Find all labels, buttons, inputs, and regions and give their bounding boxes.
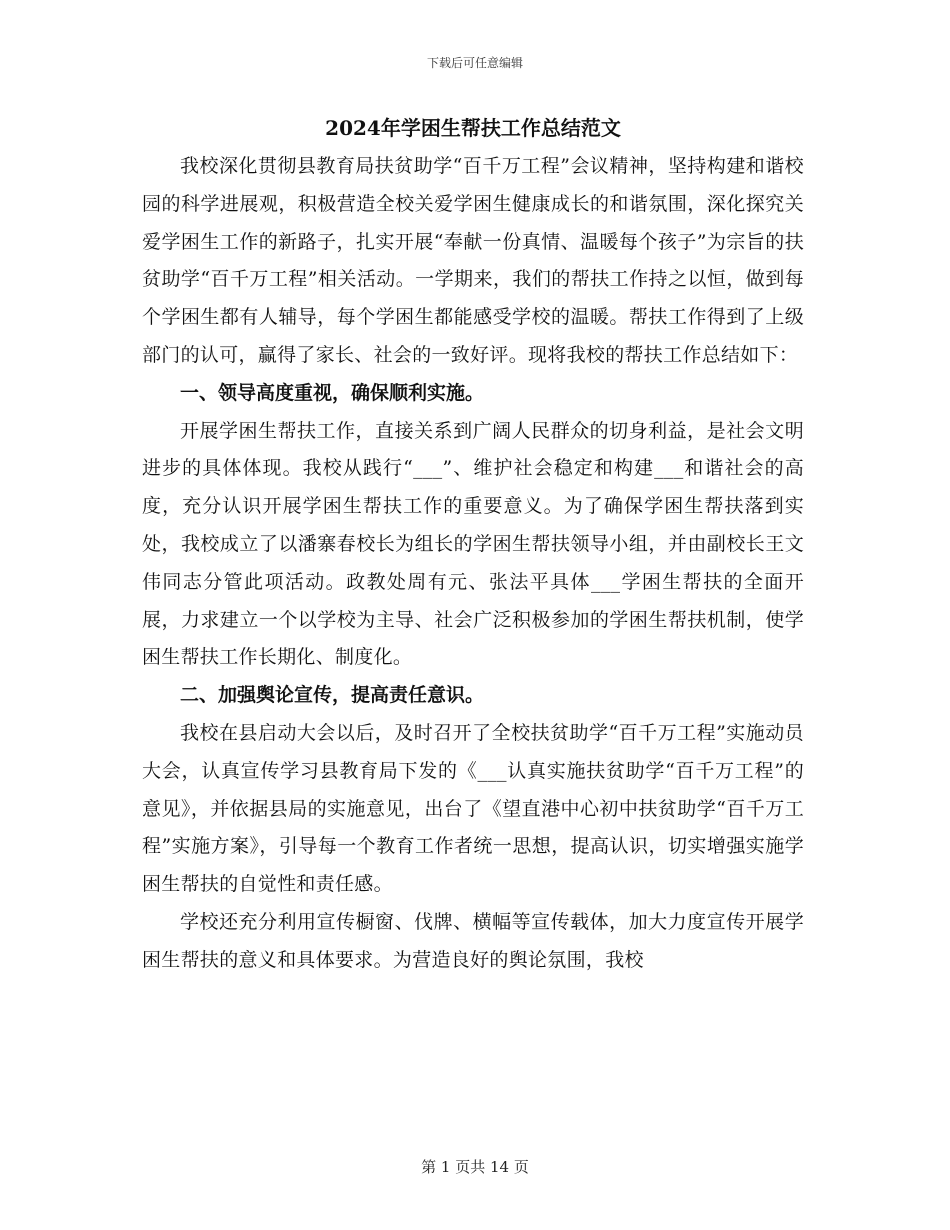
section-2-paragraph-2: 学校还充分利用宣传橱窗、伐牌、横幅等宣传载体，加大力度宣传开展学困生帮扶的意义和具体要求。为营造良好的舆论氛围，我校 <box>142 910 804 971</box>
page-number: 第 1 页共 14 页 <box>421 1158 529 1176</box>
document-body <box>142 108 804 980</box>
section-1-paragraph: 开展学困生帮扶工作，直接关系到广阔人民群众的切身利益，是社会文明进步的具体体现。我校从践行“___”、维护社会稳定和构建___和谐社会的高度，充分认识开展学困生帮扶工作的重要意义。为了确保学困生帮扶落到实处，我校成立了以潘寨春校长为组长的学困生帮扶领导小组，并由副校长王文伟同志分管此项活动。政教处周有元、张法平具体___学困生帮扶的全面开展，力求建立一个以学校为主导、社会广泛积极参加的学困生帮扶机制，使学困生帮扶工作长期化、制度化。 <box>142 419 804 669</box>
intro-paragraph: 我校深化贯彻县教育局扶贫助学“百千万工程”会议精神，坚持构建和谐校园的科学进展观，积极营造全校关爱学困生健康成长的和谐氛围，深化探究关爱学困生工作的新路子，扎实开展“奉献一份真情、温暖每个孩子”为宗旨的扶贫助学“百千万工程”相关活动。一学期来，我们的帮扶工作持之以恒，做到每个学困生都有人辅导，每个学困生都能感受学校的温暖。帮扶工作得到了上级部门的认可，赢得了家长、社会的一致好评。现将我校的帮扶工作总结如下： <box>142 155 804 366</box>
section-heading-2: 二、加强舆论宣传，提高责任意识。 <box>180 684 485 707</box>
document-title: 2024年学困生帮扶工作总结范文 <box>325 116 621 140</box>
section-2-paragraph-1: 我校在县启动大会以后，及时召开了全校扶贫助学“百千万工程”实施动员大会，认真宣传学习县教育局下发的《___认真实施扶贫助学“百千万工程”的意见》，并依据县局的实施意见，出台了《望直港中心初中扶贫助学“百千万工程”实施方案》，引导每一个教育工作者统一思想，提高认识，切实增强实施学困生帮扶的自觉性和责任感。 <box>142 721 804 896</box>
page-header-note: 下载后可任意编辑 <box>426 56 523 70</box>
section-heading-1: 一、领导高度重视，确保顺利实施。 <box>180 381 485 404</box>
